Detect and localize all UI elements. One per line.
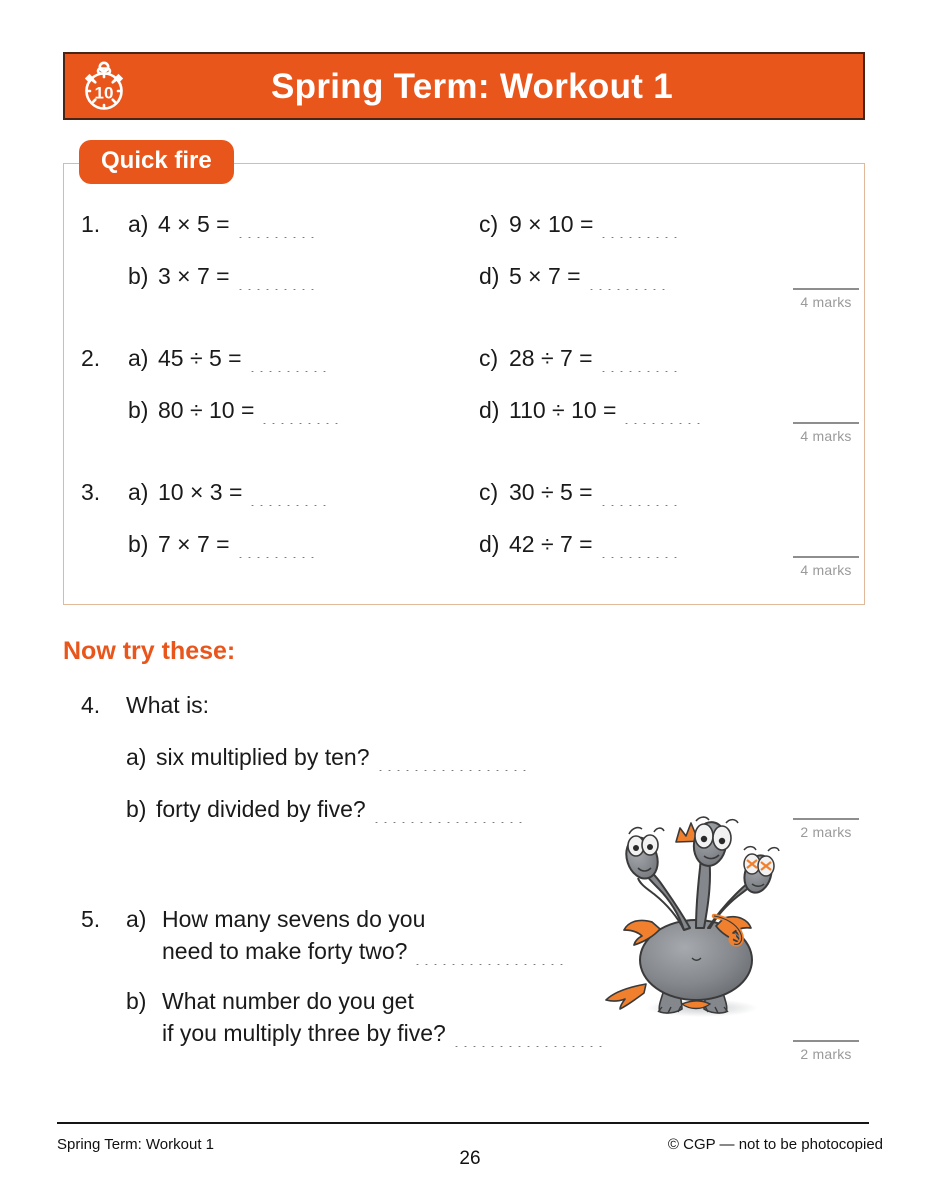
question-2-item-b [128, 397, 338, 424]
question-number-2: 2. [81, 345, 101, 371]
marks-rule [793, 818, 859, 820]
item-label: b) [128, 531, 149, 557]
item-expression: 5 × 7 = [509, 263, 581, 289]
question-2-item-a [128, 345, 326, 372]
item-expression: 30 ÷ 5 = [509, 479, 593, 505]
marks-label: 2 marks [800, 1045, 852, 1062]
item-label: c) [479, 211, 499, 237]
question-5-item-a-line2 [162, 938, 563, 965]
three-headed-alien-illustration [598, 812, 798, 1027]
question-1-item-d [479, 263, 665, 290]
question-4-item-b [126, 796, 522, 823]
question-4-stem: What is: [126, 692, 210, 718]
item-label: a) [128, 479, 149, 505]
question-number-5: 5. [81, 906, 101, 932]
marks-question-2 [793, 422, 859, 444]
marks-rule [793, 556, 859, 558]
item-expression: 7 × 7 = [158, 531, 230, 557]
answer-blank[interactable] [248, 368, 326, 372]
item-text: six multiplied by ten? [156, 744, 370, 770]
stopwatch-icon [65, 52, 143, 120]
question-number-3: 3. [81, 479, 101, 505]
item-text: forty divided by five? [156, 796, 366, 822]
question-1-item-b [128, 263, 314, 290]
answer-blank[interactable] [599, 234, 677, 238]
item-label: c) [479, 345, 499, 371]
now-try-these-heading: Now try these: [63, 637, 236, 665]
item-label: d) [479, 263, 500, 289]
question-3-item-d [479, 531, 677, 558]
page-title: Spring Term: Workout 1 [271, 66, 673, 106]
question-3-item-a [128, 479, 326, 506]
answer-blank[interactable] [452, 1043, 602, 1047]
answer-blank[interactable] [587, 286, 665, 290]
page-header-banner [63, 52, 865, 120]
item-expression: 4 × 5 = [158, 211, 230, 237]
answer-blank[interactable] [260, 420, 338, 424]
marks-question-3 [793, 556, 859, 578]
page-number: 26 [459, 1148, 481, 1169]
question-1-item-c [479, 211, 677, 238]
marks-label: 4 marks [800, 561, 852, 578]
marks-rule [793, 422, 859, 424]
answer-blank[interactable] [236, 234, 314, 238]
item-expression: 9 × 10 = [509, 211, 594, 237]
marks-rule [793, 288, 859, 290]
question-5-item-a-label: a) [126, 906, 147, 932]
marks-label: 4 marks [800, 293, 852, 310]
answer-blank[interactable] [599, 368, 677, 372]
answer-blank[interactable] [599, 502, 677, 506]
item-expression: 28 ÷ 7 = [509, 345, 593, 371]
stopwatch-value: 10 [94, 83, 114, 103]
item-text: if you multiply three by five? [162, 1020, 446, 1046]
marks-question-1 [793, 288, 859, 310]
item-label: a) [126, 744, 147, 770]
answer-blank[interactable] [599, 554, 677, 558]
item-expression: 80 ÷ 10 = [158, 397, 255, 423]
answer-blank[interactable] [248, 502, 326, 506]
question-4-item-a [126, 744, 526, 771]
item-expression: 10 × 3 = [158, 479, 243, 505]
footer-left-text: Spring Term: Workout 1 [57, 1136, 215, 1153]
answer-blank[interactable] [236, 554, 314, 558]
marks-label: 2 marks [800, 823, 852, 840]
question-2-item-c [479, 345, 677, 372]
answer-blank[interactable] [376, 767, 526, 771]
answer-blank[interactable] [622, 420, 700, 424]
item-label: b) [128, 263, 149, 289]
item-label: c) [479, 479, 499, 505]
footer-copyright: © CGP — not to be photocopied [667, 1136, 883, 1153]
question-5-item-a-line1: How many sevens do you [162, 906, 426, 932]
answer-blank[interactable] [236, 286, 314, 290]
item-text: need to make forty two? [162, 938, 408, 964]
item-label: d) [479, 397, 500, 423]
quick-fire-tab-label: Quick fire [79, 140, 234, 184]
answer-blank[interactable] [413, 961, 563, 965]
question-1-item-a [128, 211, 314, 238]
item-label: a) [128, 345, 149, 371]
marks-question-4 [793, 818, 859, 840]
marks-rule [793, 1040, 859, 1042]
item-expression: 3 × 7 = [158, 263, 230, 289]
item-expression: 110 ÷ 10 = [509, 397, 617, 423]
item-label: b) [128, 397, 149, 423]
item-label: a) [128, 211, 149, 237]
marks-label: 4 marks [800, 427, 852, 444]
question-5-item-b-line1: What number do you get [162, 988, 414, 1014]
question-5-item-b-label: b) [126, 988, 147, 1014]
item-expression: 45 ÷ 5 = [158, 345, 242, 371]
item-label: d) [479, 531, 500, 557]
footer-divider [57, 1122, 869, 1124]
answer-blank[interactable] [372, 819, 522, 823]
marks-question-5 [793, 1040, 859, 1062]
question-2-item-d [479, 397, 700, 424]
question-number-1: 1. [81, 211, 101, 237]
item-label: b) [126, 796, 147, 822]
item-expression: 42 ÷ 7 = [509, 531, 593, 557]
question-number-4: 4. [81, 692, 101, 718]
question-3-item-b [128, 531, 314, 558]
question-5-item-b-line2 [162, 1020, 602, 1047]
question-3-item-c [479, 479, 677, 506]
